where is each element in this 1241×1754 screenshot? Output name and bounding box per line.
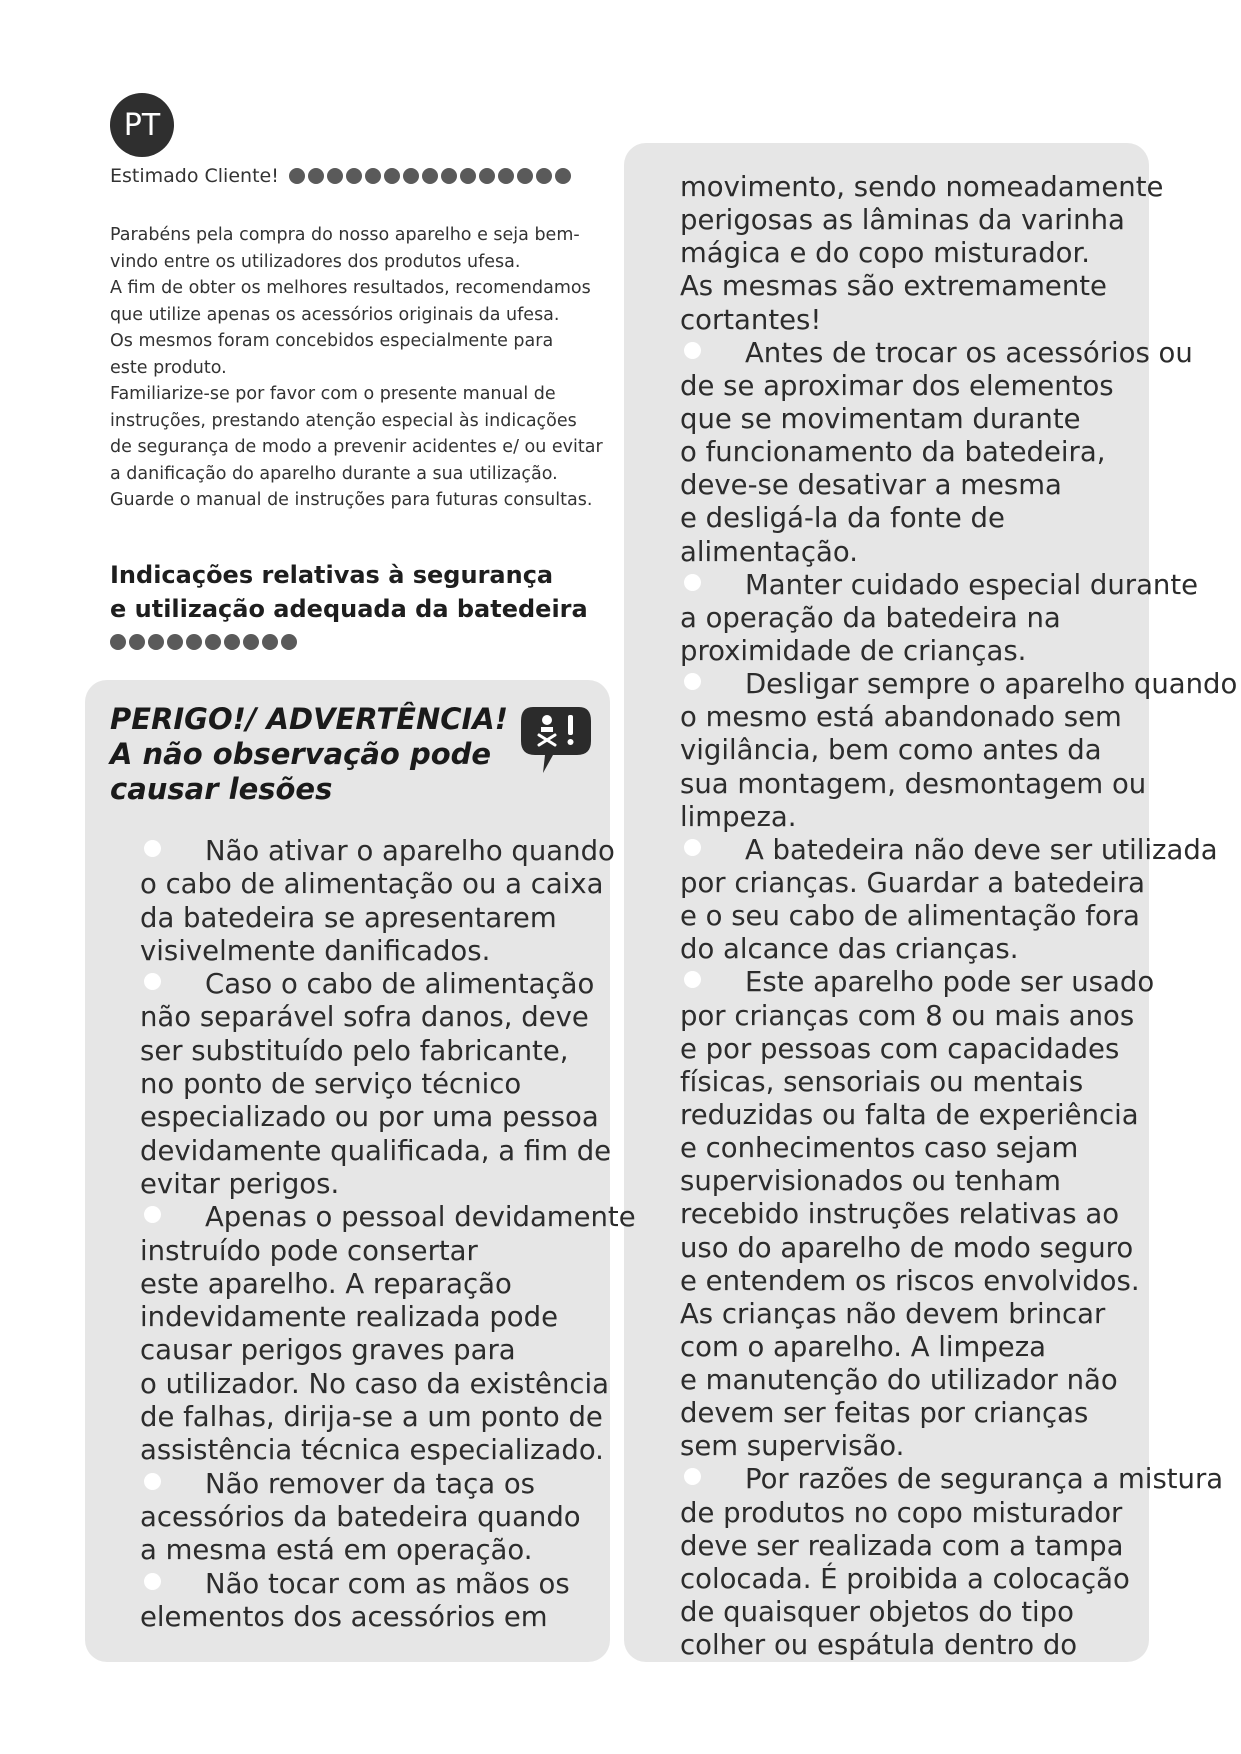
intro-line: Parabéns pela compra do nosso aparelho e seja bem- <box>110 225 580 245</box>
list-line <box>680 734 1200 767</box>
decorative-dot <box>460 168 476 184</box>
list-text: por crianças com 8 ou mais anos <box>680 999 1135 1032</box>
list-text: reduzidas ou falta de experiência <box>680 1098 1139 1131</box>
decorative-dot <box>308 168 324 184</box>
list-text: devem ser feitas por crianças <box>680 1397 1089 1430</box>
bullet-icon <box>684 839 701 856</box>
list-text: Manter cuidado especial durante <box>745 568 1199 601</box>
intro-line: que utilize apenas os acessórios originais da ufesa. <box>110 304 560 325</box>
decorative-dot <box>243 634 259 650</box>
decorative-dot <box>205 634 221 650</box>
bullet-icon <box>684 673 701 690</box>
list-line <box>680 403 1200 436</box>
list-line <box>140 1334 640 1367</box>
list-text: o mesmo está abandonado sem <box>680 701 1122 734</box>
list-line <box>680 1099 1200 1132</box>
list-line <box>680 933 1200 966</box>
list-line <box>140 1301 640 1334</box>
greeting-row <box>110 165 602 187</box>
list-text: causar perigos graves para <box>140 1334 516 1367</box>
list-line <box>140 1568 640 1601</box>
intro-line: de segurança de modo a prevenir acidentes e/ ou evitar <box>110 437 603 457</box>
list-line <box>140 1468 640 1501</box>
list-line <box>140 1001 640 1034</box>
list-text: e desligá-la da fonte de <box>680 502 1005 535</box>
warning-speech-bubble-icon <box>519 705 593 775</box>
list-text: e o seu cabo de alimentação fora <box>680 900 1140 933</box>
list-text: instruído pode consertar <box>140 1234 478 1267</box>
section-title <box>110 558 610 626</box>
list-line <box>680 668 1238 701</box>
list-text: limpeza. <box>680 800 797 833</box>
list-text: e conhecimentos caso sejam <box>680 1132 1079 1165</box>
list-line <box>680 635 1200 668</box>
list-line <box>680 370 1200 403</box>
list-line <box>680 1265 1200 1298</box>
list-line <box>680 602 1200 635</box>
list-text: supervisionados ou tenham <box>680 1165 1061 1198</box>
bullet-icon <box>144 1473 161 1490</box>
list-line <box>680 1596 1200 1629</box>
decorative-dot <box>289 168 305 184</box>
section-title-line: e utilização adequada da batedeira <box>110 595 588 623</box>
list-line <box>140 868 640 901</box>
list-text: físicas, sensoriais ou mentais <box>680 1065 1084 1098</box>
list-text: por crianças. Guardar a batedeira <box>680 866 1146 899</box>
bullet-icon <box>144 973 161 990</box>
list-text: o utilizador. No caso da existência <box>140 1367 610 1400</box>
greeting: Estimado Cliente! <box>110 165 279 187</box>
list-text: proximidade de crianças. <box>680 634 1027 667</box>
intro-line: vindo entre os utilizadores dos produtos ufesa. <box>110 251 521 272</box>
decorative-dot <box>403 168 419 184</box>
list-line <box>680 436 1200 469</box>
list-text: de quaisquer objetos do tipo <box>680 1596 1074 1629</box>
list-line <box>140 1601 640 1634</box>
decorative-dot <box>281 634 297 650</box>
decorative-dot <box>384 168 400 184</box>
decorative-dot <box>441 168 457 184</box>
intro-line: Familiarize-se por favor com o presente manual de <box>110 384 556 404</box>
list-text: devidamente qualificada, a fim de <box>140 1134 612 1167</box>
greeting-dots <box>289 168 571 184</box>
list-line <box>680 966 1200 999</box>
list-text: Caso o cabo de alimentação <box>205 968 595 1001</box>
list-text: Antes de trocar os acessórios ou <box>745 336 1193 369</box>
warning-title-line: causar lesões <box>110 772 333 806</box>
list-text: o cabo de alimentação ou a caixa <box>140 868 604 901</box>
list-text: mágica e do copo misturador. <box>680 237 1091 270</box>
list-text: este aparelho. A reparação <box>140 1267 512 1300</box>
list-line <box>140 1168 640 1201</box>
list-line <box>680 1463 1224 1496</box>
decorative-dot <box>129 634 145 650</box>
decorative-dot <box>498 168 514 184</box>
list-line <box>140 968 640 1001</box>
list-line <box>140 1268 640 1301</box>
list-line <box>680 469 1200 502</box>
list-line <box>680 1298 1200 1331</box>
list-line <box>680 502 1200 535</box>
list-line <box>140 1035 640 1068</box>
list-line <box>140 1135 640 1168</box>
list-line <box>140 1235 640 1268</box>
intro-line: este produto. <box>110 357 227 378</box>
list-text: que se movimentam durante <box>680 402 1081 435</box>
decorative-dot <box>365 168 381 184</box>
list-text: Apenas o pessoal devidamente <box>205 1201 636 1234</box>
bullet-icon <box>684 574 701 591</box>
list-text: As crianças não devem brincar <box>680 1297 1106 1330</box>
decorative-dot <box>110 634 126 650</box>
list-line <box>680 1331 1200 1364</box>
list-text: especializado ou por uma pessoa <box>140 1101 599 1134</box>
list-line <box>140 835 640 868</box>
list-line <box>680 1629 1200 1662</box>
list-line <box>680 1364 1200 1397</box>
decorative-dot <box>327 168 343 184</box>
list-text: assistência técnica especializado. <box>140 1434 604 1467</box>
list-line <box>680 833 1218 867</box>
decorative-dot <box>346 168 362 184</box>
list-text: não separável sofra danos, deve <box>140 1001 589 1034</box>
decorative-dot <box>262 634 278 650</box>
list-text: do alcance das crianças. <box>680 933 1019 966</box>
list-line <box>140 1201 640 1234</box>
bullet-icon <box>684 342 701 359</box>
list-text: ser substituído pelo fabricante, <box>140 1034 569 1067</box>
list-line <box>680 1033 1200 1066</box>
list-line <box>680 204 1200 237</box>
bullet-icon <box>684 1468 701 1485</box>
list-line <box>140 1068 640 1101</box>
list-text: de produtos no copo misturador <box>680 1496 1123 1529</box>
bullet-icon <box>144 1206 161 1223</box>
list-text: a mesma está em operação. <box>140 1534 533 1567</box>
decorative-dot <box>479 168 495 184</box>
list-line <box>680 867 1200 900</box>
list-text: alimentação. <box>680 535 858 568</box>
list-line <box>140 935 640 968</box>
list-text: sem supervisão. <box>680 1430 905 1463</box>
intro-line: instruções, prestando atenção especial às indicações <box>110 410 577 431</box>
list-text: As mesmas são extremamente <box>680 270 1107 303</box>
decorative-dot <box>536 168 552 184</box>
decorative-dot <box>224 634 240 650</box>
list-text: de falhas, dirija-se a um ponto de <box>140 1401 603 1434</box>
list-text: Não ativar o aparelho quando <box>205 835 615 867</box>
list-text: Por razões de segurança a mistura <box>745 1463 1224 1496</box>
list-line <box>680 337 1200 370</box>
list-text: Não remover da taça os <box>205 1467 536 1500</box>
list-text: recebido instruções relativas ao <box>680 1198 1120 1231</box>
list-text: deve-se desativar a mesma <box>680 469 1062 502</box>
list-text: a operação da batedeira na <box>680 601 1061 634</box>
list-text: evitar perigos. <box>140 1167 340 1200</box>
warning-list-left <box>140 835 640 1634</box>
list-text: da batedeira se apresentarem <box>140 901 557 934</box>
intro-line: Os mesmos foram concebidos especialmente para <box>110 331 554 351</box>
intro-line: Guarde o manual de instruções para futuras consultas. <box>110 490 593 510</box>
section-title-dots <box>110 634 297 650</box>
warning-list-right <box>680 171 1238 1662</box>
list-line <box>680 569 1200 602</box>
list-line <box>680 1132 1200 1165</box>
list-text: e manutenção do utilizador não <box>680 1364 1118 1397</box>
warning-title-line: A não observação pode <box>110 737 492 771</box>
list-line <box>680 237 1200 270</box>
list-line <box>680 1066 1200 1099</box>
list-text: Não tocar com as mãos os <box>205 1567 570 1600</box>
list-text: A batedeira não deve ser utilizada <box>745 833 1218 866</box>
list-text: vigilância, bem como antes da <box>680 734 1102 767</box>
list-line <box>680 1530 1200 1563</box>
list-text: no ponto de serviço técnico <box>140 1068 522 1101</box>
list-text: colocada. É proibida a colocação <box>680 1562 1130 1595</box>
intro-paragraph <box>110 222 610 514</box>
decorative-dot <box>517 168 533 184</box>
list-text: deve ser realizada com a tampa <box>680 1529 1124 1562</box>
list-text: uso do aparelho de modo seguro <box>680 1231 1134 1264</box>
list-text: movimento, sendo nomeadamente <box>680 171 1164 203</box>
bullet-icon <box>144 840 161 857</box>
section-title-line: Indicações relativas à segurança <box>110 561 554 589</box>
list-line <box>140 1501 640 1534</box>
list-line <box>680 1397 1200 1430</box>
warning-title <box>110 702 510 807</box>
list-text: cortantes! <box>680 303 822 336</box>
list-line <box>680 1198 1200 1231</box>
intro-line: A fim de obter os melhores resultados, recomendamos <box>110 278 591 298</box>
list-line <box>680 1497 1200 1530</box>
list-line <box>680 1000 1200 1033</box>
list-line <box>680 171 1200 204</box>
list-text: de se aproximar dos elementos <box>680 369 1114 402</box>
list-line <box>140 1368 640 1401</box>
list-line <box>680 536 1200 569</box>
list-line <box>680 768 1200 801</box>
list-line <box>680 270 1200 303</box>
list-text: Desligar sempre o aparelho quando <box>745 668 1238 701</box>
decorative-dot <box>555 168 571 184</box>
list-text: acessórios da batedeira quando <box>140 1500 581 1533</box>
list-line <box>680 1430 1200 1463</box>
list-line <box>680 801 1200 834</box>
list-text: e por pessoas com capacidades <box>680 1032 1120 1065</box>
decorative-dot <box>167 634 183 650</box>
list-line <box>680 701 1200 734</box>
language-badge: PT <box>110 93 174 157</box>
list-text: elementos dos acessórios em <box>140 1600 548 1633</box>
list-line <box>140 1534 640 1567</box>
list-text: indevidamente realizada pode <box>140 1301 558 1334</box>
list-line <box>140 1401 640 1434</box>
list-line <box>680 304 1200 337</box>
list-line <box>680 1232 1200 1265</box>
warning-title-line: PERIGO!/ ADVERTÊNCIA! <box>110 702 508 736</box>
list-line <box>680 1563 1200 1596</box>
decorative-dot <box>422 168 438 184</box>
intro-line: a danificação do aparelho durante a sua utilização. <box>110 463 558 484</box>
list-text: sua montagem, desmontagem ou <box>680 767 1147 800</box>
decorative-dot <box>186 634 202 650</box>
list-line <box>140 902 640 935</box>
list-text: o funcionamento da batedeira, <box>680 436 1106 469</box>
list-line <box>680 900 1200 933</box>
list-text: com o aparelho. A limpeza <box>680 1330 1046 1363</box>
list-text: colher ou espátula dentro do <box>680 1629 1078 1662</box>
bullet-icon <box>144 1573 161 1590</box>
bullet-icon <box>684 971 701 988</box>
list-text: visivelmente danificados. <box>140 934 491 967</box>
list-text: Este aparelho pode ser usado <box>745 966 1155 999</box>
list-line <box>680 1165 1200 1198</box>
decorative-dot <box>148 634 164 650</box>
list-text: perigosas as lâminas da varinha <box>680 204 1125 237</box>
list-line <box>140 1434 640 1467</box>
list-text: e entendem os riscos envolvidos. <box>680 1264 1140 1297</box>
list-line <box>140 1101 640 1134</box>
